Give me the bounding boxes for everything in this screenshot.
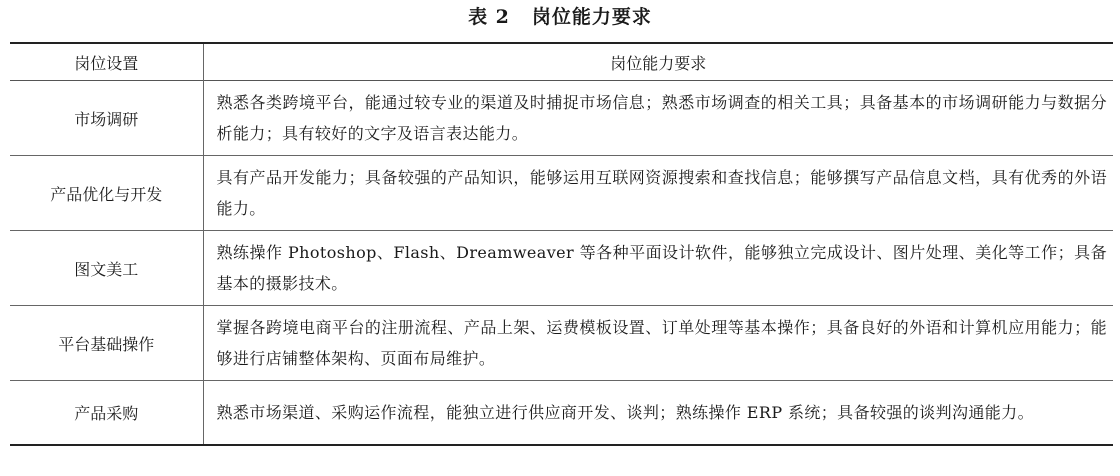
row-position: 产品优化与开发 bbox=[10, 156, 203, 231]
row-position: 平台基础操作 bbox=[10, 306, 203, 381]
requirements-table bbox=[10, 42, 1113, 446]
table-title: 岗位能力要求 bbox=[531, 6, 652, 28]
row-requirement: 掌握各跨境电商平台的注册流程、产品上架、运费模板设置、订单处理等基本操作；具备良好的外语和计算机应用能力；能够进行店铺整体架构、页面布局维护。 bbox=[216, 318, 1107, 368]
table-row bbox=[10, 381, 1113, 445]
row-position: 产品采购 bbox=[10, 381, 203, 445]
header-position: 岗位设置 bbox=[10, 43, 203, 81]
table-row bbox=[10, 81, 1113, 156]
row-requirement: 具有产品开发能力；具备较强的产品知识，能够运用互联网资源搜索和查找信息；能够撰写产品信息文档，具有优秀的外语能力。 bbox=[216, 168, 1107, 218]
header-requirement: 岗位能力要求 bbox=[610, 53, 707, 73]
table-row bbox=[10, 156, 1113, 231]
row-requirement: 熟悉各类跨境平台，能通过较专业的渠道及时捕捉市场信息；熟悉市场调查的相关工具；具备基本的市场调研能力与数据分析能力；具有较好的文字及语言表达能力。 bbox=[216, 93, 1107, 143]
table-header-row bbox=[10, 43, 1113, 81]
table-row bbox=[10, 231, 1113, 306]
row-position: 图文美工 bbox=[10, 231, 203, 306]
table-number: 表 2 bbox=[468, 6, 510, 28]
table-caption bbox=[0, 0, 1120, 34]
row-position: 市场调研 bbox=[10, 81, 203, 156]
table-row bbox=[10, 306, 1113, 381]
row-requirement: 熟练操作 Photoshop、Flash、Dreamweaver 等各种平面设计软件，能够独立完成设计、图片处理、美化等工作；具备基本的摄影技术。 bbox=[216, 243, 1107, 293]
row-requirement: 熟悉市场渠道、采购运作流程，能独立进行供应商开发、谈判；熟练操作 ERP 系统；具备较强的谈判沟通能力。 bbox=[216, 402, 1034, 422]
